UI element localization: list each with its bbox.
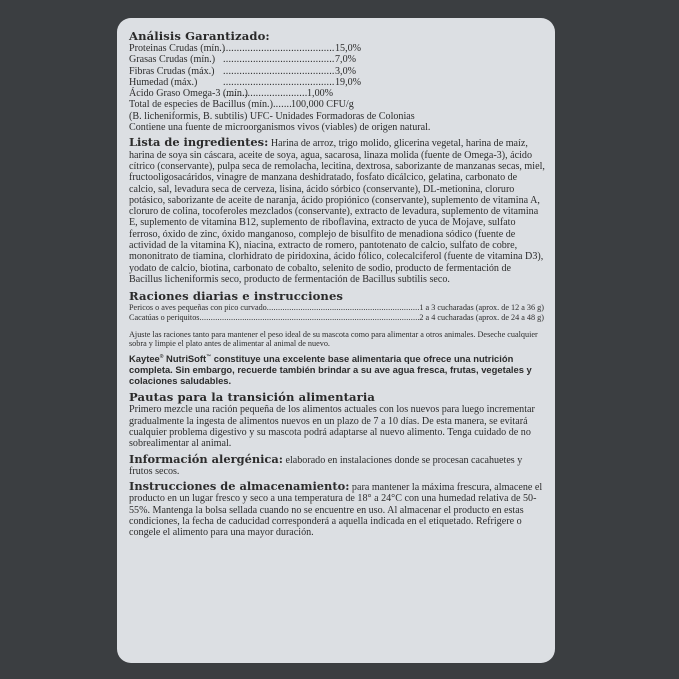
storage-text: para mantener la máxima frescura, almacene el producto en un lugar fresco y seco a una temperatura de 18° a 24°C con una humedad relativa de 50-55%. Mantenga la bolsa sellada cuando no se encuentre en uso. Al almacenar el producto en estas condiciones, la fecha de caducidad corresponderá a aquella indicada en el etiquetado. Refrigere o congele el alimento para una mayor duración. [129,482,543,539]
analysis-value: 15,0% [335,43,362,54]
bacillus-label: Total de especies de Bacillus (mín.) [129,99,273,111]
analysis-label: Proteinas Crudas (mín.) [129,43,226,54]
storage-title: Instrucciones de almacenamiento: [129,479,350,494]
microorganisms-note: Contiene una fuente de microorganismos vivos (viables) de origen natural. [129,122,431,134]
serving-row [129,303,545,312]
registered-mark: ® [159,354,164,361]
daily-servings-section [129,289,545,348]
analysis-label: Ácido Graso Omega-3 (mín.) [129,88,248,100]
serving-bird: Pericos o aves pequeñas con pico curvado [129,303,267,313]
analysis-value: 19,0% [335,76,362,88]
kaytee-statement [129,352,545,386]
ingredients-text: Harina de arroz, trigo molido, glicerina vegetal, harina de maíz, harina de soya sin cáscara, aceite de soya, agua, sacarosa, linaza molida (fuente de Omega-3), ácido cítrico (conservante), pulpa seca de remolacha, lecitina, dextrosa, saborizante de manzanas secas, miel, fructooligosacáridos, vinagre de manzana deshidratado, fosfato dicálcico, gelatina, carbonato de calcio, sal, levadura seca de cerveza, lisina, ácido sórbico (conservante), DL-metionina, cloruro potásico, saborizante de aceite de naranja, ácido propiónico (conservante), suplemento de vitamina A, cloruro de colina, tocoferoles mezclados (conservante), extracto de levadura, suplemento de vitamina E, suplemento de vitamina B12, suplemento de riboflavina, extracto de yuca de Mojave, sulfato ferroso, óxido de zinc, óxido manganoso, complejo de bisulfito de menadiona sódico (fuente de actividad de la vitamina K), niacina, extracto de romero, pantotenato de calcio, sulfato de cobre, mononitrato de tiamina, clorhidrato de piridoxina, ácido fólico, colecalciferol (fuente de vitamina D3), yodato de calcio, biotina, carbonato de cobalto, selenito de sodio, producto de fermentación de Bacillus licheniformis seco, producto de fermentación de Bacillus subtilis seco. [129,138,545,285]
ingredients-section [129,137,545,285]
serving-row [129,313,545,322]
guaranteed-analysis-section [129,29,545,133]
trademark-mark: ™ [206,354,212,361]
transition-section [129,390,545,449]
allergen-section [129,451,545,478]
analysis-label: Fibras Crudas (máx.) [129,65,215,77]
bacillus-row [129,99,545,110]
serving-amount: 2 a 4 cucharadas (aprox. de 24 a 48 g) [419,312,544,322]
nutrition-label-card [117,18,555,663]
daily-servings-title: Raciones diarias e instrucciones [129,289,344,304]
servings-note: Ajuste las raciones tanto para mantener el peso ideal de su mascota como para alimentar a otros animales. Deseche cualquier sobra y limpie el plato antes de alimentar al animal de nuevo. [129,329,538,349]
analysis-label: Humedad (máx.) [129,76,198,88]
ingredients-title: Lista de ingredientes: [129,135,269,150]
bacillus-value: 100,000 CFU/g [290,99,354,111]
transition-text: Primero mezcle una ración pequeña de los alimentos actuales con los nuevos para luego incrementar gradualmente la ingesta de alimentos nuevos en un plazo de 7 a 10 días. De esta manera, se evitará cualquier problema digestivo y su mascota podrá adaptarse al nuevo alimento. Tenga cuidado de no sobrealimentar al animal. [129,404,535,450]
serving-bird: Cacatúas o periquitos [129,312,200,322]
analysis-row [129,54,545,65]
analysis-row [129,77,545,88]
guaranteed-analysis-title: Análisis Garantizado: [129,29,270,43]
analysis-row [129,66,545,77]
analysis-value: 1,00% [307,88,334,100]
allergen-text: elaborado en instalaciones donde se procesan cacahuetes y frutos secos. [129,454,523,477]
transition-title: Pautas para la transición alimentaria [129,390,375,405]
brand-name: Kaytee [129,353,160,365]
analysis-value: 3,0% [335,65,357,77]
bacillus-note: (B. licheniformis, B. subtilis) UFC- Unidades Formadoras de Colonias [129,110,415,122]
allergen-title: Información alergénica: [129,451,283,466]
kaytee-statement-text: constituye una excelente base alimentaria que ofrece una nutrición completa. Sin embargo, recuerde también brindar a su ave agua fresca, frutas, vegetales y colaciones saludables. [129,353,532,386]
analysis-value: 7,0% [335,54,357,66]
analysis-label: Grasas Crudas (mín.) [129,54,216,66]
analysis-row [129,43,545,54]
serving-amount: 1 a 3 cucharadas (aprox. de 12 a 36 g) [419,303,544,313]
analysis-row [129,88,545,99]
product-name: NutriSoft [166,353,207,365]
storage-section [129,481,545,538]
